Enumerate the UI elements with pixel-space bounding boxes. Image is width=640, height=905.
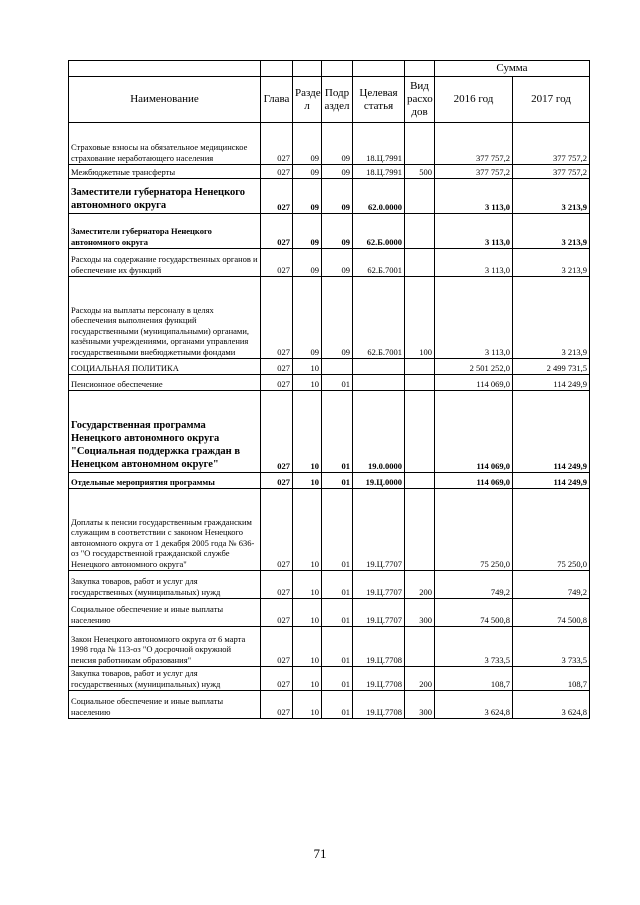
cell-razdel: 10 <box>293 473 322 489</box>
cell-tsel: 19.0.0000 <box>353 391 405 473</box>
cell-razdel: 09 <box>293 165 322 179</box>
cell-glava: 027 <box>261 375 293 391</box>
table-row <box>69 249 590 277</box>
cell-name: Закупка товаров, работ и услуг для государственных (муниципальных) нужд <box>69 571 261 599</box>
cell-razdel: 10 <box>293 599 322 627</box>
cell-podrazdel <box>322 359 353 375</box>
cell-y2016: 2 501 252,0 <box>435 359 513 375</box>
cell-name: Закон Ненецкого автономного округа от 6 марта 1998 года № 113-оз "О досрочной окружной пенсия работникам образования" <box>69 627 261 667</box>
cell-y2016: 108,7 <box>435 667 513 691</box>
cell-y2017: 377 757,2 <box>513 165 590 179</box>
header-summa: Сумма <box>435 61 590 77</box>
cell-y2017: 74 500,8 <box>513 599 590 627</box>
cell-name: СОЦИАЛЬНАЯ ПОЛИТИКА <box>69 359 261 375</box>
cell-glava: 027 <box>261 571 293 599</box>
table-row <box>69 179 590 214</box>
header-blank-cell <box>353 61 405 77</box>
table-row <box>69 691 590 719</box>
cell-razdel: 10 <box>293 489 322 571</box>
cell-y2017: 3 213,9 <box>513 214 590 249</box>
cell-y2016: 3 113,0 <box>435 179 513 214</box>
cell-name: Социальное обеспечение и иные выплаты населению <box>69 691 261 719</box>
header-vid: Вид расхо дов <box>405 77 435 123</box>
cell-vid <box>405 489 435 571</box>
cell-name: Расходы на выплаты персоналу в целях обеспечения выполнения функций государственными (муниципальными) органами, казёнными учреждениями, органами управления государственными внебюджетными фондами <box>69 277 261 359</box>
cell-razdel: 10 <box>293 359 322 375</box>
cell-podrazdel: 01 <box>322 473 353 489</box>
cell-podrazdel: 01 <box>322 489 353 571</box>
cell-tsel: 19.Ц.7708 <box>353 667 405 691</box>
cell-y2016: 114 069,0 <box>435 473 513 489</box>
header-2016: 2016 год <box>435 77 513 123</box>
cell-glava: 027 <box>261 391 293 473</box>
cell-razdel: 10 <box>293 391 322 473</box>
cell-tsel: 19.Ц.7707 <box>353 599 405 627</box>
cell-razdel: 10 <box>293 667 322 691</box>
cell-y2016: 3 733,5 <box>435 627 513 667</box>
cell-y2016: 74 500,8 <box>435 599 513 627</box>
cell-podrazdel: 01 <box>322 627 353 667</box>
cell-razdel: 09 <box>293 214 322 249</box>
cell-vid <box>405 249 435 277</box>
cell-glava: 027 <box>261 214 293 249</box>
cell-glava: 027 <box>261 249 293 277</box>
cell-tsel: 19.Ц.7707 <box>353 571 405 599</box>
cell-y2016: 75 250,0 <box>435 489 513 571</box>
cell-podrazdel: 09 <box>322 165 353 179</box>
table-row <box>69 489 590 571</box>
cell-tsel: 19.Ц.7708 <box>353 627 405 667</box>
cell-razdel: 09 <box>293 277 322 359</box>
table-row <box>69 165 590 179</box>
cell-podrazdel: 09 <box>322 179 353 214</box>
cell-vid: 300 <box>405 691 435 719</box>
cell-y2017: 3 733,5 <box>513 627 590 667</box>
cell-glava: 027 <box>261 359 293 375</box>
table-row <box>69 375 590 391</box>
header-tsel: Целевая статья <box>353 77 405 123</box>
table-row <box>69 123 590 165</box>
header-podrazdel: Подр аздел <box>322 77 353 123</box>
cell-vid <box>405 627 435 667</box>
budget-table <box>68 60 590 719</box>
cell-name: Государственная программа Ненецкого автономного округа "Социальная поддержка граждан в Ненецком автономном округе" <box>69 391 261 473</box>
cell-glava: 027 <box>261 489 293 571</box>
cell-tsel: 62.Б.7001 <box>353 277 405 359</box>
cell-vid: 200 <box>405 667 435 691</box>
cell-tsel: 62.Б.7001 <box>353 249 405 277</box>
cell-y2017: 3 213,9 <box>513 179 590 214</box>
cell-podrazdel: 01 <box>322 375 353 391</box>
cell-podrazdel: 09 <box>322 277 353 359</box>
cell-name: Доплаты к пенсии государственным гражданским служащим в соответствии с законом Ненецкого автономного округа от 1 декабря 2005 года № 636-оз "О государственной гражданской службе Ненецкого автономного округа" <box>69 489 261 571</box>
cell-razdel: 09 <box>293 249 322 277</box>
cell-name: Заместители губернатора Ненецкого автономного округа <box>69 179 261 214</box>
cell-vid <box>405 214 435 249</box>
cell-podrazdel: 01 <box>322 691 353 719</box>
cell-razdel: 10 <box>293 571 322 599</box>
cell-tsel <box>353 359 405 375</box>
table-row <box>69 599 590 627</box>
cell-vid <box>405 359 435 375</box>
cell-y2016: 3 113,0 <box>435 277 513 359</box>
cell-y2017: 3 213,9 <box>513 249 590 277</box>
header-razdel: Разде л <box>293 77 322 123</box>
cell-podrazdel: 01 <box>322 391 353 473</box>
header-blank-cell <box>69 61 261 77</box>
cell-y2016: 377 757,2 <box>435 123 513 165</box>
cell-y2016: 749,2 <box>435 571 513 599</box>
cell-podrazdel: 01 <box>322 599 353 627</box>
cell-tsel: 62.Б.0000 <box>353 214 405 249</box>
table-body <box>69 123 590 719</box>
cell-podrazdel: 09 <box>322 214 353 249</box>
cell-glava: 027 <box>261 179 293 214</box>
cell-razdel: 10 <box>293 691 322 719</box>
table-row <box>69 277 590 359</box>
cell-glava: 027 <box>261 691 293 719</box>
table-row <box>69 667 590 691</box>
table-row <box>69 627 590 667</box>
cell-podrazdel: 09 <box>322 249 353 277</box>
cell-vid: 500 <box>405 165 435 179</box>
cell-tsel: 18.Ц.7991 <box>353 165 405 179</box>
cell-y2016: 3 113,0 <box>435 214 513 249</box>
cell-tsel: 18.Ц.7991 <box>353 123 405 165</box>
cell-podrazdel: 01 <box>322 571 353 599</box>
cell-razdel: 09 <box>293 123 322 165</box>
cell-podrazdel: 01 <box>322 667 353 691</box>
header-glava: Глава <box>261 77 293 123</box>
header-blank-cell <box>322 61 353 77</box>
cell-name: Отдельные мероприятия программы <box>69 473 261 489</box>
cell-vid: 300 <box>405 599 435 627</box>
cell-tsel: 19.Ц.7707 <box>353 489 405 571</box>
cell-glava: 027 <box>261 123 293 165</box>
header-2017: 2017 год <box>513 77 590 123</box>
cell-razdel: 09 <box>293 179 322 214</box>
cell-y2017: 114 249,9 <box>513 391 590 473</box>
cell-y2016: 114 069,0 <box>435 391 513 473</box>
cell-vid <box>405 375 435 391</box>
cell-name: Заместители губернатора Ненецкого автономного округа <box>69 214 261 249</box>
table-row <box>69 359 590 375</box>
cell-razdel: 10 <box>293 627 322 667</box>
cell-vid <box>405 391 435 473</box>
cell-y2017: 114 249,9 <box>513 473 590 489</box>
header-blank-cell <box>261 61 293 77</box>
cell-y2017: 3 213,9 <box>513 277 590 359</box>
cell-y2016: 3 113,0 <box>435 249 513 277</box>
cell-vid: 100 <box>405 277 435 359</box>
cell-tsel: 62.0.0000 <box>353 179 405 214</box>
cell-glava: 027 <box>261 667 293 691</box>
cell-vid <box>405 473 435 489</box>
cell-y2016: 3 624,8 <box>435 691 513 719</box>
cell-name: Межбюджетные трансферты <box>69 165 261 179</box>
header-name: Наименование <box>69 77 261 123</box>
cell-y2017: 749,2 <box>513 571 590 599</box>
cell-tsel: 19.Ц.7708 <box>353 691 405 719</box>
cell-name: Страховые взносы на обязательное медицинское страхование неработающего населения <box>69 123 261 165</box>
cell-tsel: 19.Ц.0000 <box>353 473 405 489</box>
table-row <box>69 571 590 599</box>
cell-y2017: 75 250,0 <box>513 489 590 571</box>
table-row <box>69 391 590 473</box>
cell-y2016: 377 757,2 <box>435 165 513 179</box>
cell-tsel <box>353 375 405 391</box>
cell-vid: 200 <box>405 571 435 599</box>
cell-vid <box>405 179 435 214</box>
cell-glava: 027 <box>261 627 293 667</box>
cell-y2017: 3 624,8 <box>513 691 590 719</box>
cell-glava: 027 <box>261 599 293 627</box>
header-blank-cell <box>293 61 322 77</box>
cell-y2017: 2 499 731,5 <box>513 359 590 375</box>
cell-y2017: 108,7 <box>513 667 590 691</box>
page-number: 71 <box>313 846 327 861</box>
cell-glava: 027 <box>261 473 293 489</box>
cell-name: Закупка товаров, работ и услуг для государственных (муниципальных) нужд <box>69 667 261 691</box>
table-row <box>69 473 590 489</box>
cell-name: Расходы на содержание государственных органов и обеспечение их функций <box>69 249 261 277</box>
cell-name: Социальное обеспечение и иные выплаты населению <box>69 599 261 627</box>
cell-glava: 027 <box>261 165 293 179</box>
header-blank-cell <box>405 61 435 77</box>
cell-y2016: 114 069,0 <box>435 375 513 391</box>
table-row <box>69 214 590 249</box>
cell-vid <box>405 123 435 165</box>
cell-razdel: 10 <box>293 375 322 391</box>
cell-y2017: 114 249,9 <box>513 375 590 391</box>
cell-glava: 027 <box>261 277 293 359</box>
cell-podrazdel: 09 <box>322 123 353 165</box>
cell-name: Пенсионное обеспечение <box>69 375 261 391</box>
cell-y2017: 377 757,2 <box>513 123 590 165</box>
